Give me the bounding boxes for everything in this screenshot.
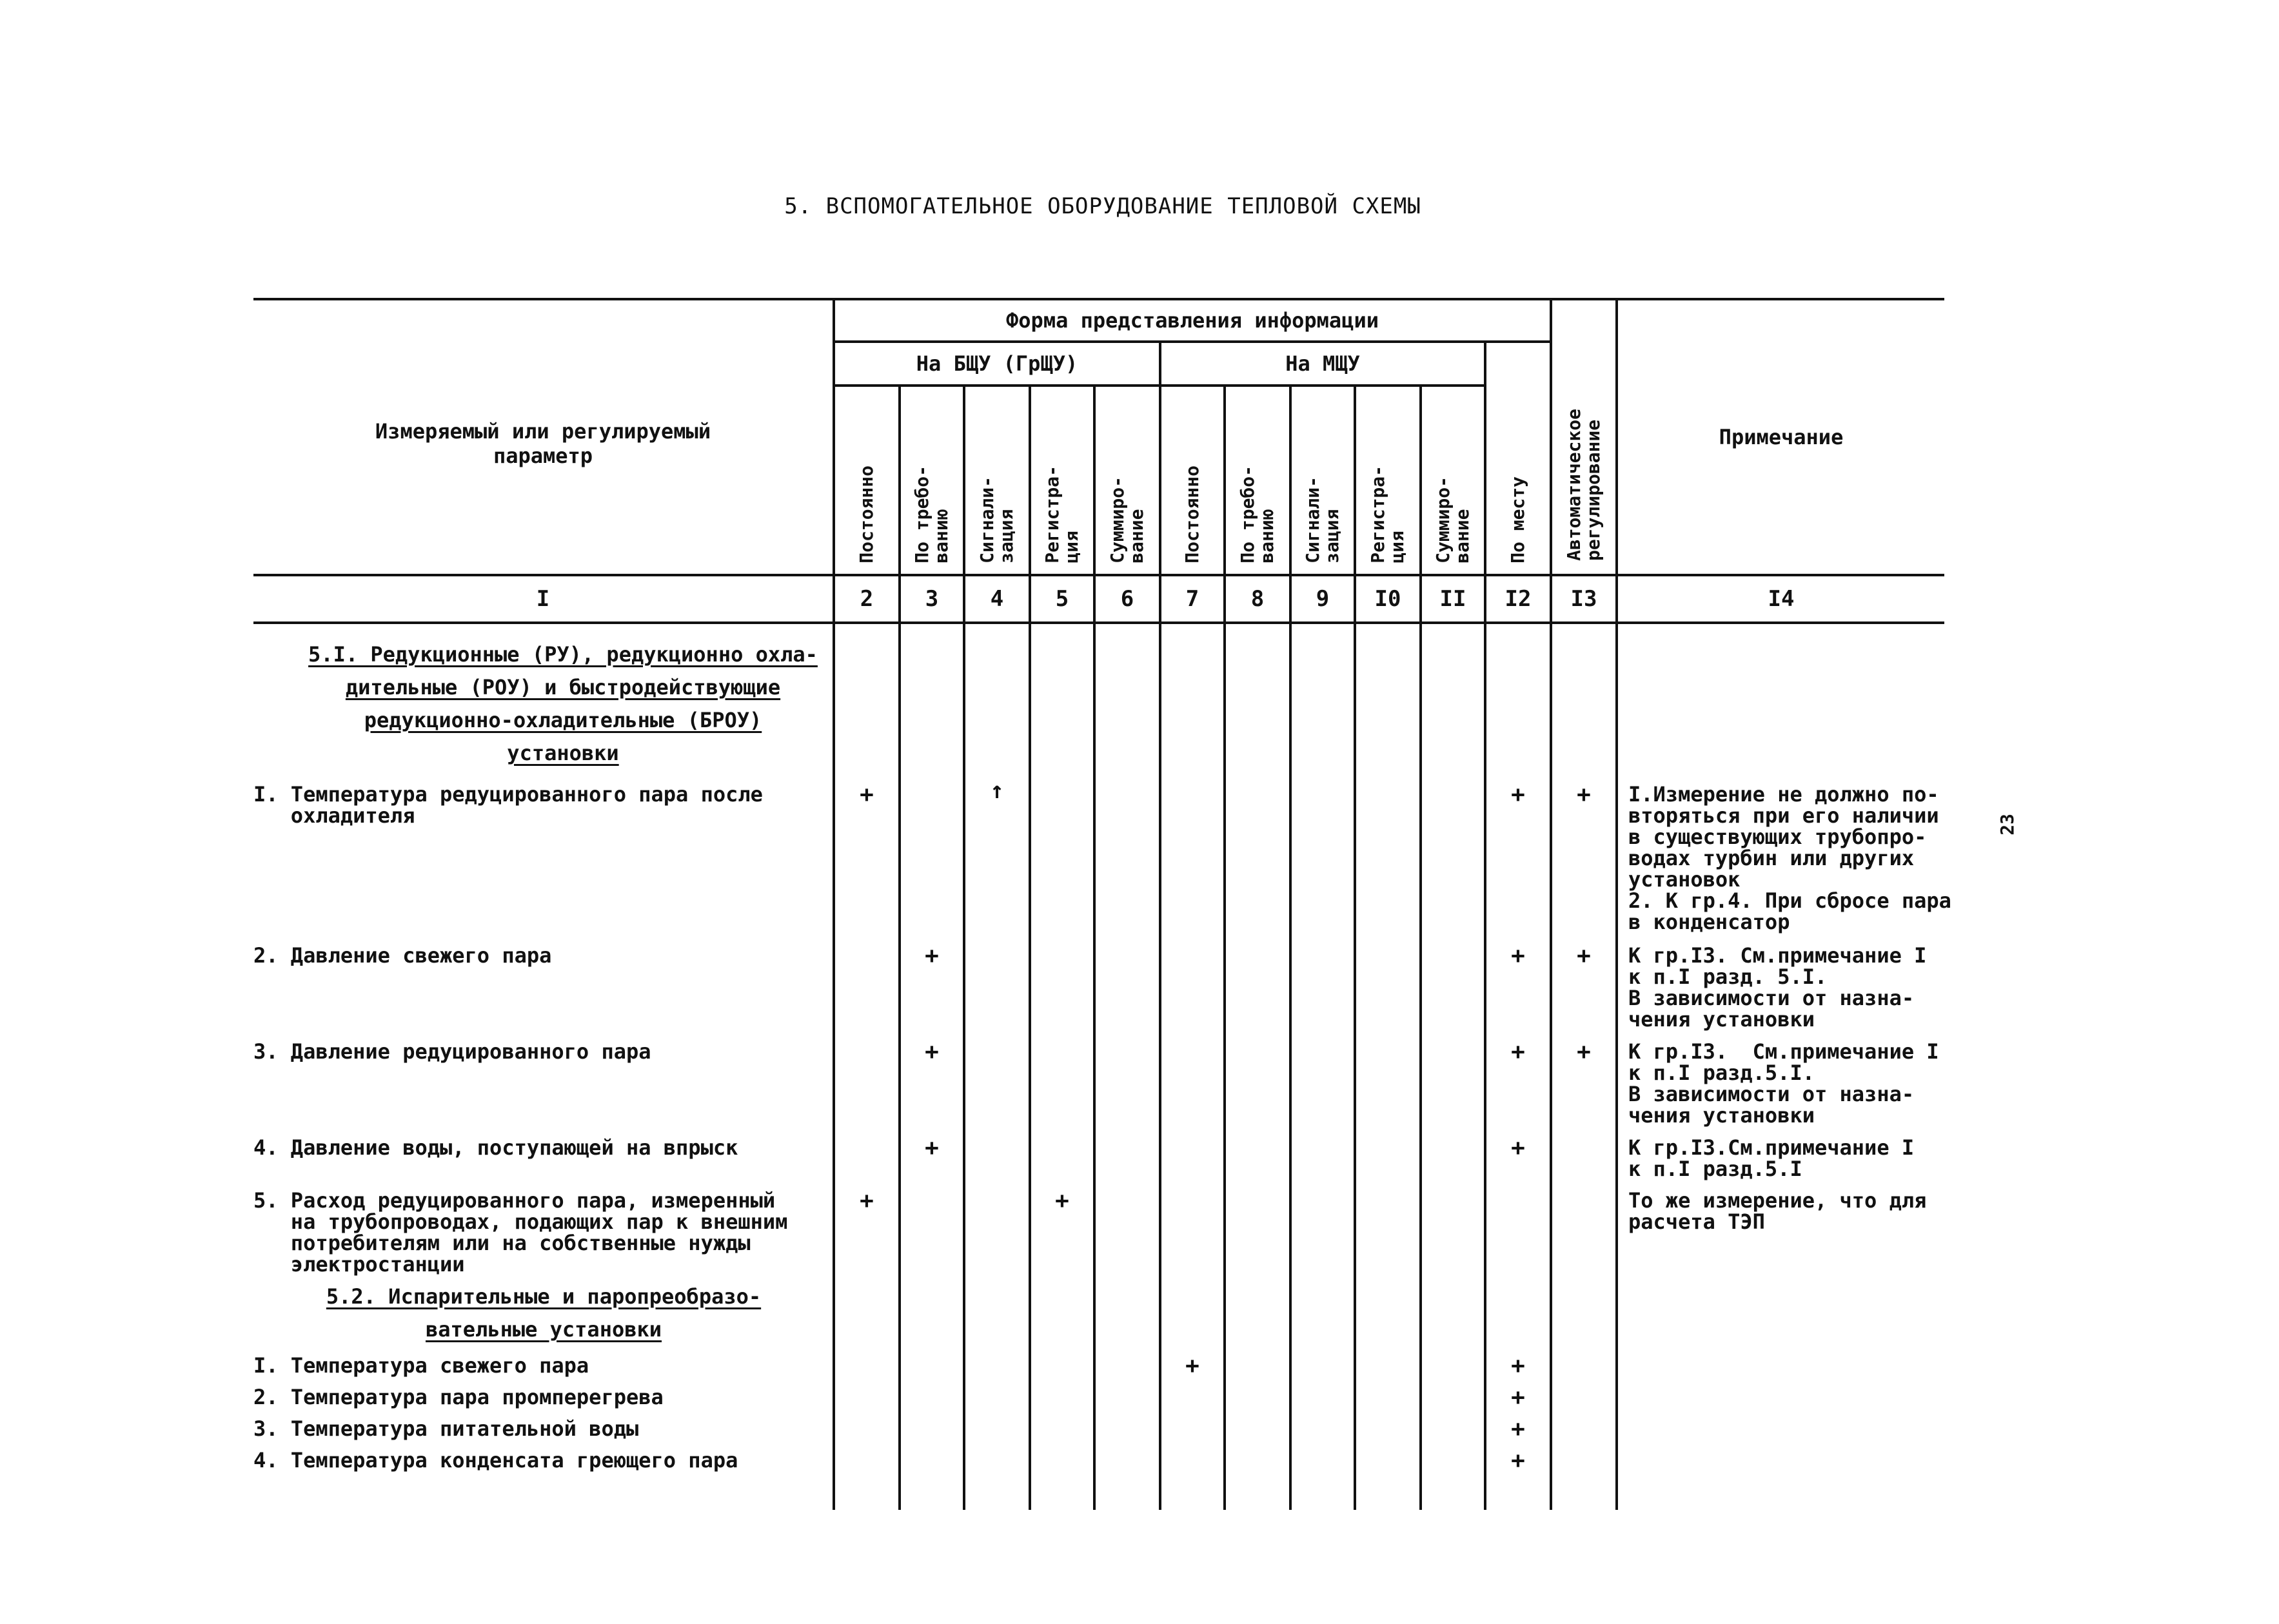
mark-plus: + <box>1511 1353 1525 1379</box>
mark-plus: + <box>1055 1188 1069 1214</box>
note-column <box>1617 623 1951 1510</box>
row-param: I. Температура редуцированного пара после охладителя <box>253 782 763 828</box>
row-param: 2. Температура пара промперегрева <box>253 1385 664 1409</box>
mark-plus: + <box>860 781 874 808</box>
row-param: 4. Давление воды, поступающей на впрыск <box>253 1135 738 1160</box>
row-note: К гр.I3. См.примечание I к п.I разд. 5.I. В зависимости от назна- чения установки <box>1628 943 1927 1032</box>
col-number: 8 <box>1225 575 1290 623</box>
mark-plus: + <box>1511 781 1525 808</box>
col-number: 4 <box>964 575 1030 623</box>
row-note: То же измерение, что для расчета ТЭП <box>1628 1188 1927 1234</box>
col-number: I4 <box>1617 575 1944 623</box>
parameter-table <box>253 298 1951 1510</box>
header-col-12: По месту <box>1485 342 1551 575</box>
mark-plus: + <box>925 943 939 969</box>
mark-plus: + <box>1511 1416 1525 1442</box>
col-5-cells <box>1030 623 1094 1510</box>
header-col-5: Регистра- ция <box>1030 386 1094 575</box>
header-col-2: Постоянно <box>834 386 900 575</box>
col-number: 3 <box>900 575 964 623</box>
header-col-13: Автоматическое регулирование <box>1551 299 1617 575</box>
header-bshu: На БЩУ (ГрЩУ) <box>834 342 1160 386</box>
page-title: 5. ВСПОМОГАТЕЛЬНОЕ ОБОРУДОВАНИЕ ТЕПЛОВОЙ СХЕМЫ <box>784 193 1421 219</box>
mark-plus: + <box>860 1188 874 1214</box>
col-7-cells <box>1160 623 1225 1510</box>
page-number-mark: 23 <box>1997 814 2018 836</box>
mark-plus: + <box>1185 1353 1199 1379</box>
row-param: 3. Температура питательной воды <box>253 1416 639 1441</box>
col-number: I2 <box>1485 575 1551 623</box>
header-mshu: На МЩУ <box>1160 342 1485 386</box>
col-3-cells <box>900 623 964 1510</box>
col-number: 9 <box>1290 575 1355 623</box>
header-form: Форма представления информации <box>834 299 1551 342</box>
header-col-9: Сигнали- зация <box>1290 386 1355 575</box>
col-11-cells <box>1421 623 1485 1510</box>
header-col-7: Постоянно <box>1160 386 1225 575</box>
row-note: К гр.I3.См.примечание I к п.I разд.5.I <box>1628 1135 1915 1181</box>
arrow-up-icon: ↑ <box>990 778 1004 804</box>
col-number: 7 <box>1160 575 1225 623</box>
col-8-cells <box>1225 623 1290 1510</box>
section-title: 5.2. Испарительные и паропреобразо- вательные установки <box>326 1284 762 1342</box>
section-title: 5.I. Редукционные (РУ), редукционно охла- дительные (РОУ) и быстродействующие редукционно-охладительные (БРОУ) установки <box>308 642 818 765</box>
col-number: 6 <box>1094 575 1160 623</box>
row-param: 3. Давление редуцированного пара <box>253 1039 651 1064</box>
col-13-cells <box>1551 623 1617 1510</box>
param-column <box>253 623 834 1510</box>
header-param: Измеряемый или регулируемый параметр <box>253 299 834 575</box>
col-number: I3 <box>1551 575 1617 623</box>
header-col-6: Суммиро- вание <box>1094 386 1160 575</box>
col-number: I0 <box>1355 575 1421 623</box>
col-6-cells <box>1094 623 1160 1510</box>
mark-plus: + <box>1511 1039 1525 1065</box>
header-col-8: По требо- ванию <box>1225 386 1290 575</box>
row-param: 4. Температура конденсата греющего пара <box>253 1448 738 1472</box>
row-note: I.Измерение не должно по- вторяться при его наличии в существующих трубопро- водах турбин или других установок 2. К гр.4. При сбросе пара в конденсатор <box>1628 782 1951 934</box>
row-param: I. Температура свежего пара <box>253 1353 589 1378</box>
col-number: I <box>253 575 834 623</box>
mark-plus: + <box>1577 943 1591 969</box>
header-note: Примечание <box>1617 299 1944 575</box>
mark-plus: + <box>1511 1135 1525 1161</box>
header-col-11: Суммиро- вание <box>1421 386 1485 575</box>
header-col-3: По требо- ванию <box>900 386 964 575</box>
col-9-cells <box>1290 623 1355 1510</box>
mark-plus: + <box>925 1135 939 1161</box>
col-number: II <box>1421 575 1485 623</box>
col-2-cells <box>834 623 900 1510</box>
col-4-cells <box>964 623 1030 1510</box>
mark-plus: + <box>1511 943 1525 969</box>
mark-plus: + <box>925 1039 939 1065</box>
header-col-4: Сигнали- зация <box>964 386 1030 575</box>
mark-plus: + <box>1511 1384 1525 1411</box>
row-param: 5. Расход редуцированного пара, измеренный на трубопроводах, подающих пар к внешним потребителям или на собственные нужды электростанции <box>253 1188 788 1277</box>
row-note: К гр.I3. См.примечание I к п.I разд.5.I. В зависимости от назна- чения установки <box>1628 1039 1939 1128</box>
col-number: 5 <box>1030 575 1094 623</box>
col-12-cells <box>1485 623 1551 1510</box>
row-param: 2. Давление свежего пара <box>253 943 552 968</box>
col-number: 2 <box>834 575 900 623</box>
col-10-cells <box>1355 623 1421 1510</box>
mark-plus: + <box>1577 1039 1591 1065</box>
mark-plus: + <box>1511 1447 1525 1474</box>
mark-plus: + <box>1577 781 1591 808</box>
header-col-10: Регистра- ция <box>1355 386 1421 575</box>
